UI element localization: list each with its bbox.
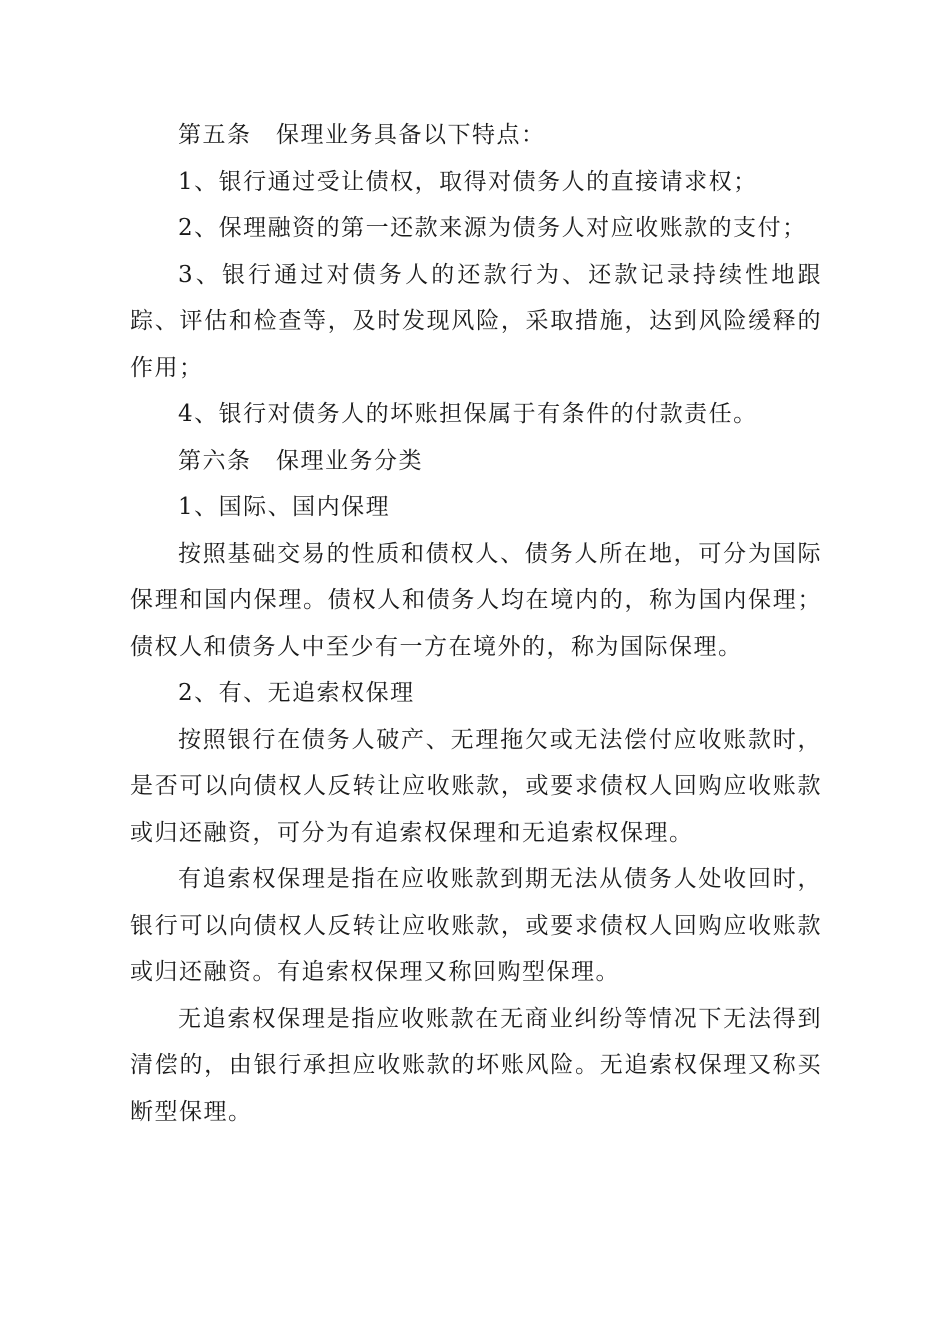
category-2-body: 按照银行在债务人破产、无理拖欠或无法偿付应收账款时，是否可以向债权人反转让应收账款，或要求债权人回购应收账款或归还融资，可分为有追索权保理和无追索权保理。 xyxy=(130,726,822,846)
article-5-heading: 第五条 保理业务具备以下特点： xyxy=(178,122,546,148)
feature-item-3: 3、银行通过对债务人的还款行为、还款记录持续性地跟踪、评估和检查等，及时发现风险，采取措施，达到风险缓释的作用； xyxy=(130,261,822,381)
feature-item-4: 4、银行对债务人的坏账担保属于有条件的付款责任。 xyxy=(178,401,758,427)
document-page xyxy=(130,112,822,1135)
recourse-factoring-definition: 有追索权保理是指在应收账款到期无法从债务人处收回时，银行可以向债权人反转让应收账款，或要求债权人回购应收账款或归还融资。有追索权保理又称回购型保理。 xyxy=(130,866,822,985)
category-1-body: 按照基础交易的性质和债权人、债务人所在地，可分为国际保理和国内保理。债权人和债务人均在境内的，称为国内保理；债权人和债务人中至少有一方在境外的，称为国际保理。 xyxy=(130,540,822,660)
feature-item-2: 2、保理融资的第一还款来源为债务人对应收账款的支付； xyxy=(178,215,807,241)
article-6-heading: 第六条 保理业务分类 xyxy=(178,447,423,474)
category-1-heading: 1、国际、国内保理 xyxy=(178,494,391,520)
non-recourse-factoring-definition: 无追索权保理是指应收账款在无商业纠纷等情况下无法得到清偿的，由银行承担应收账款的坏账风险。无追索权保理又称买断型保理。 xyxy=(130,1005,822,1125)
category-2-heading: 2、有、无追索权保理 xyxy=(178,680,415,706)
feature-item-1: 1、银行通过受让债权，取得对债务人的直接请求权； xyxy=(178,168,758,195)
